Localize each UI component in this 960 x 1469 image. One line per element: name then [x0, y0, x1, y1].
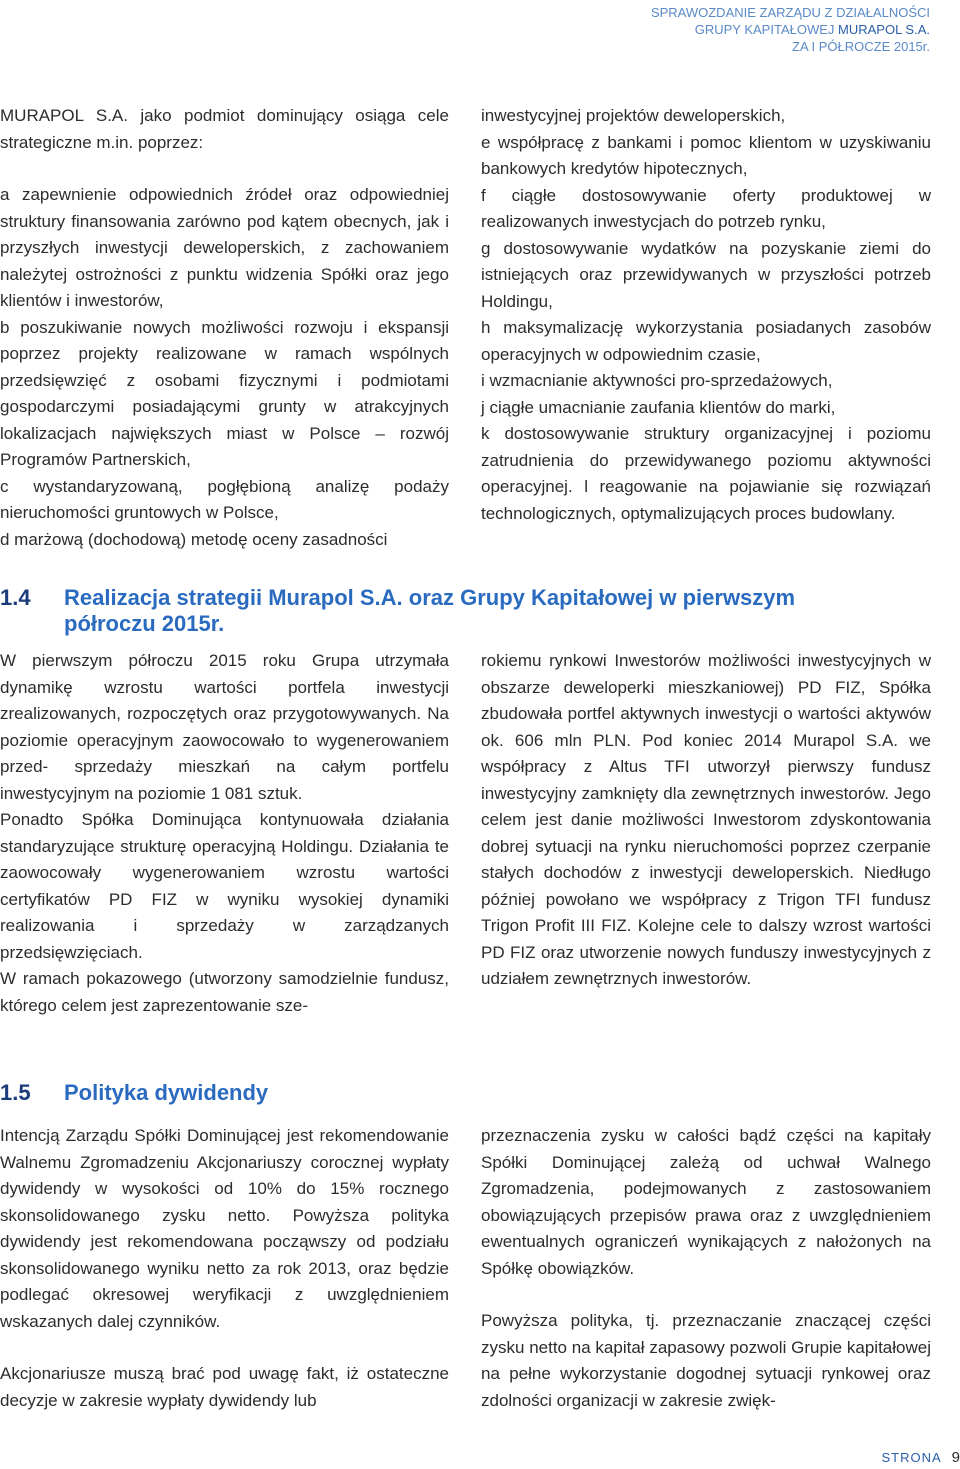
- page-footer: [881, 1449, 960, 1466]
- list-item-g: g dostosowywanie wydatków na pozyskanie ziemi do istniejących oraz przewidywanych w przyszłości potrzeb Holdingu,: [481, 238, 931, 311]
- section-number: 1.5: [0, 1080, 31, 1105]
- list-item-k: k dostosowywanie struktury organizacyjnej i poziomu zatrudnienia do przewidywanego poziomu aktywności operacyjnej. l reagowanie na pojawianie się rozwiązań technologicznych, optymalizujących proces budowlany.: [481, 424, 931, 523]
- page-number: 9: [951, 1449, 960, 1466]
- section-title: Polityka dywidendy: [64, 1080, 269, 1105]
- section-heading-1-5: [0, 1080, 268, 1106]
- list-item-c: c wystandaryzowaną, pogłębioną analizę podaży nieruchomości gruntowych w Polsce,: [0, 476, 449, 522]
- section2-left-column: [0, 648, 449, 1019]
- header-line-2: [651, 21, 930, 38]
- paragraph: przeznaczenia zysku w całości bądź części na kapitały Spółki Dominującej zależą od uchwał Walnego Zgromadzenia, podejmowanych z zastosowaniem obowiązujących przepisów prawa oraz z uwzględnieniem ewentualnych ograniczeń wynikających z nałożonych na Spółkę obowiązków.: [481, 1126, 931, 1278]
- header-line-3: ZA I PÓŁROCZE 2015r.: [792, 39, 930, 54]
- section-heading-1-4: [0, 585, 795, 637]
- paragraph: W ramach pokazowego (utworzony samodzielnie fundusz, którego celem jest zaprezentowanie sze-: [0, 969, 449, 1015]
- list-item-d: d marżową (dochodową) metodę oceny zasadności: [0, 529, 388, 549]
- paragraph: rokiemu rynkowi Inwestorów możliwości inwestycyjnych w obszarze deweloperki mieszkaniowej) PD FIZ, Spółka zbudowała portfel aktywnych inwestycji o wartości aktywów ok. 606 mln PLN. Pod koniec 2014 Murapol S.A. we współpracy z Altus TFI utworzył pierwszy fundusz inwestycyjny zamknięty dla zewnętrznych inwestorów. Jego celem jest danie możliwości Inwestorom zdyskontowania dobrej sytuacji na rynku nieruchomości poprzez czerpanie stałych dochodów z inwestycji deweloperskich. Niedługo później powołano we współpracy z Trigon TFI fundusz Trigon Profit III FIZ. Kolejne cele to dalszy wzrost wartości PD FIZ oraz utworzenie nowych funduszy inwestycyjnych z udziałem zewnętrznych inwestorów.: [481, 651, 931, 988]
- list-item-a: a zapewnienie odpowiednich źródeł oraz odpowiedniej struktury finansowania zarówno pod kątem obecnych, jak i przyszłych inwestycji deweloperskich, z zachowaniem należytej ostrożności z punktu widzenia Spółki oraz jego klientów i inwestorów,: [0, 185, 449, 310]
- section3-left-column: [0, 1123, 449, 1414]
- header-line-2-prefix: GRUPY KAPITAŁOWEJ: [694, 22, 839, 37]
- header-line-1: SPRAWOZDANIE ZARZĄDU Z DZIAŁALNOŚCI: [650, 5, 930, 20]
- section-number: 1.4: [0, 585, 31, 610]
- paragraph: Powyższa polityka, tj. przeznaczanie znaczącej części zysku netto na kapitał zapasowy pozwoli Grupie kapitałowej na pełne wykorzystanie dogodnej sytuacji rynkowej oraz zdolności organizacji w zakresie zwięk-: [481, 1311, 931, 1410]
- paragraph: Akcjonariusze muszą brać pod uwagę fakt, iż ostateczne decyzje w zakresie wypłaty dywidendy lub: [0, 1364, 449, 1410]
- list-item-b: b poszukiwanie nowych możliwości rozwoju i ekspansji poprzez projekty realizowane w ramach wspólnych przedsięwzięć z osobami fizycznymi i podmiotami gospodarczymi posiadającymi grunty w atrakcyjnych lokalizacjach największych miast w Polsce – rozwój Programów Partnerskich,: [0, 317, 449, 469]
- page-header: [651, 4, 930, 55]
- section3-right-column: [481, 1123, 931, 1414]
- list-item-d-cont: inwestycyjnej projektów deweloperskich,: [481, 106, 786, 125]
- paragraph: W pierwszym półroczu 2015 roku Grupa utrzymała dynamikę wzrostu wartości portfela inwestycji zrealizowanych, rozpoczętych oraz przygotowywanych. Na poziomie operacyjnym zaowocowało to wygenerowaniem przed- sprzedaży mieszkań na całym portfelu inwestycyjnym na poziomie 1 081 sztuk.: [0, 651, 449, 803]
- list-item-i: i wzmacnianie aktywności pro-sprzedażowych,: [481, 371, 833, 390]
- paragraph: Ponadto Spółka Dominująca kontynuowała działania standaryzujące strukturę operacyjną Holdingu. Działania te zaowocowały wygenerowaniem wzrostu wartości certyfikatów PD FIZ w wyniku wysokiej dynamiki realizowania i sprzedaży w zarządzanych przedsięwzięciach.: [0, 810, 449, 962]
- section2-right-column: [481, 648, 931, 993]
- section-title-cont: półroczu 2015r.: [64, 611, 225, 636]
- list-item-j: j ciągłe umacnianie zaufania klientów do marki,: [481, 397, 836, 417]
- section1-left-column: [0, 103, 449, 553]
- footer-label: STRONA: [881, 1450, 942, 1465]
- section-title: Realizacja strategii Murapol S.A. oraz Grupy Kapitałowej w pierwszym: [64, 585, 796, 610]
- paragraph: MURAPOL S.A. jako podmiot dominujący osiąga cele strategiczne m.in. poprzez:: [0, 106, 449, 152]
- section1-right-column: [481, 103, 931, 527]
- header-brand: MURAPOL S.A.: [838, 22, 930, 37]
- list-item-h: h maksymalizację wykorzystania posiadanych zasobów operacyjnych w odpowiednim czasie,: [481, 318, 931, 364]
- paragraph: Intencją Zarządu Spółki Dominującej jest rekomendowanie Walnemu Zgromadzeniu Akcjonariuszy corocznej wypłaty dywidendy w wysokości od 10% do 15% rocznego skonsolidowanego zysku netto. Powyższa polityka dywidendy jest rekomendowana począwszy od podziału skonsolidowanego wyniku netto za rok 2013, oraz będzie podlegać okresowej weryfikacji z uwzględnieniem wskazanych dalej czynników.: [0, 1126, 449, 1331]
- list-item-e: e współpracę z bankami i pomoc klientom w uzyskiwaniu bankowych kredytów hipotecznych,: [481, 132, 931, 178]
- list-item-f: f ciągłe dostosowywanie oferty produktowej w realizowanych inwestycjach do potrzeb rynku,: [481, 185, 931, 231]
